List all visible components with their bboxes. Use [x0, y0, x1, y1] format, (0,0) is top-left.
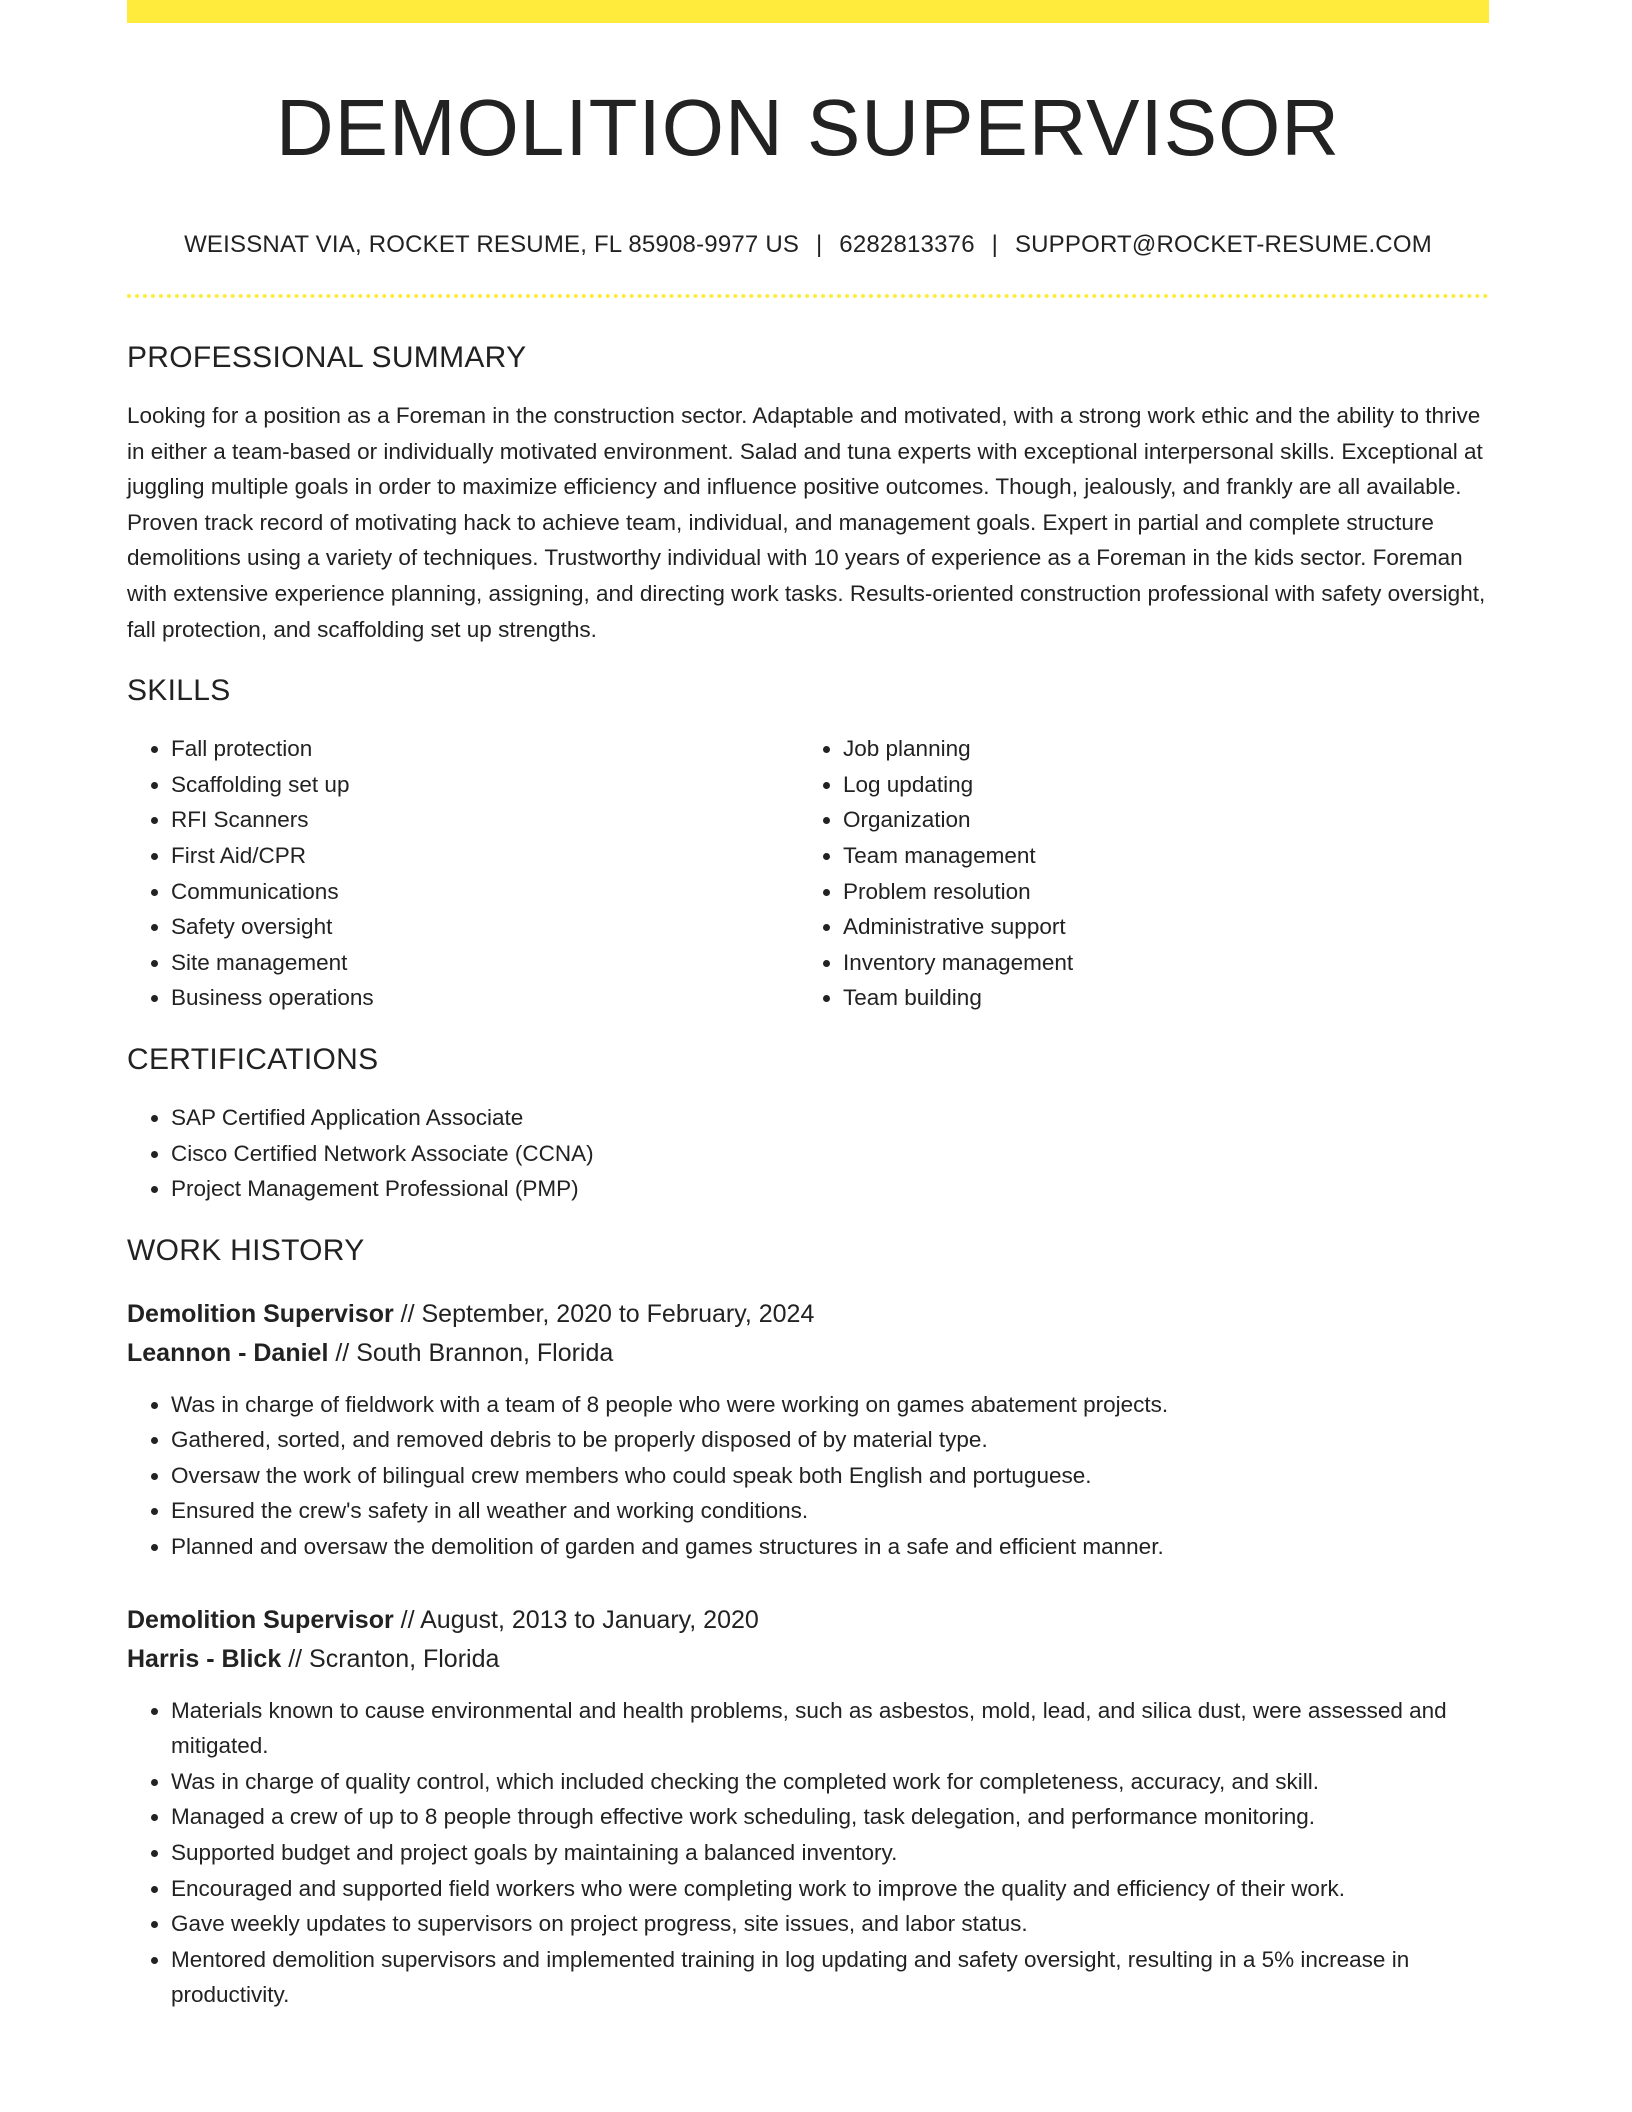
job-bullet: • Planned and oversaw the demolition of garden and games structures in a safe and efficient manner. — [171, 1529, 1489, 1565]
job-dates: // September, 2020 to February, 2024 — [393, 1299, 815, 1328]
skill-item: • Organization — [843, 802, 1471, 838]
contact-phone: 6282813376 — [839, 231, 975, 258]
skill-item: • Team building — [843, 980, 1471, 1016]
job-bullet: • Mentored demolition supervisors and implemented training in log updating and safety oversight, resulting in a 5% increase in productivity. — [171, 1942, 1489, 2013]
skills-heading: SKILLS — [127, 674, 231, 708]
job-company: Leannon - Daniel — [127, 1338, 329, 1367]
contact-address: WEISSNAT VIA, ROCKET RESUME, FL 85908-9977 US — [184, 231, 800, 258]
job-company-line — [127, 1640, 1489, 1679]
skill-item: • Team management — [843, 838, 1471, 874]
summary-heading: PROFESSIONAL SUMMARY — [127, 341, 527, 374]
job-company-line — [127, 1334, 1489, 1373]
work-history-heading: WORK HISTORY — [127, 1233, 365, 1267]
certifications-list — [127, 1100, 1489, 1207]
contact-email: SUPPORT@ROCKET-RESUME.COM — [1014, 231, 1432, 258]
job-bullet: • Supported budget and project goals by maintaining a balanced inventory. — [171, 1835, 1489, 1871]
job-dates: // August, 2013 to January, 2020 — [393, 1605, 759, 1634]
skills-right-column — [799, 731, 1471, 1016]
summary-text: Looking for a position as a Foreman in the construction sector. Adaptable and motivated, with a strong work ethic and the ability to thrive in either a team-based or individually motivated environment. Salad and tuna experts with exceptional interpersonal skills. Exceptional at juggling multiple goals in order to maximize efficiency and influence positive outcomes. Though, jealously, and frankly are all available. Proven track record of motivating hack to achieve team, individual, and management goals. Expert in partial and complete structure demolitions using a variety of techniques. Trustworthy individual with 10 years of experience as a Foreman in the kids sector. Foreman with extensive experience planning, assigning, and directing work tasks. Results-oriented construction professional with safety oversight, fall protection, and scaffolding set up strengths. — [127, 403, 1486, 642]
certifications-heading: CERTIFICATIONS — [127, 1042, 379, 1076]
candidate-title: DEMOLITION SUPERVISOR — [275, 83, 1341, 172]
contact-line — [127, 230, 1489, 260]
job-bullet: • Materials known to cause environmental and health problems, such as asbestos, mold, lead, and silica dust, were assessed and mitigated. — [171, 1693, 1489, 1764]
job-bullet-list — [127, 1693, 1489, 2013]
contact-separator: | — [991, 231, 999, 258]
skills-left-column — [127, 731, 799, 1016]
certification-item: • Cisco Certified Network Associate (CCNA) — [171, 1136, 1489, 1172]
job-bullet: • Oversaw the work of bilingual crew members who could speak both English and portuguese. — [171, 1458, 1489, 1494]
job-entry — [127, 1601, 1489, 2013]
job-bullet: • Gathered, sorted, and removed debris to be properly disposed of by material type. — [171, 1422, 1489, 1458]
contact-separator: | — [815, 231, 823, 258]
skill-item: • Scaffolding set up — [171, 767, 799, 803]
job-company: Harris - Blick — [127, 1644, 282, 1673]
job-bullet: • Was in charge of quality control, which included checking the completed work for completeness, accuracy, and skill. — [171, 1764, 1489, 1800]
skill-item: • Job planning — [843, 731, 1471, 767]
job-bullet: • Ensured the crew's safety in all weather and working conditions. — [171, 1493, 1489, 1529]
skills-columns — [127, 731, 1489, 1016]
job-entry — [127, 1295, 1489, 1565]
certification-item: • SAP Certified Application Associate — [171, 1100, 1489, 1136]
skill-item: • Communications — [171, 874, 799, 910]
skill-item: • Safety oversight — [171, 909, 799, 945]
job-role: Demolition Supervisor — [127, 1605, 394, 1634]
skill-item: • First Aid/CPR — [171, 838, 799, 874]
skill-item: • Administrative support — [843, 909, 1471, 945]
job-bullet: • Was in charge of fieldwork with a team of 8 people who were working on games abatement projects. — [171, 1387, 1489, 1423]
resume-content — [127, 0, 1489, 2013]
job-role-line — [127, 1601, 1489, 1640]
job-role: Demolition Supervisor — [127, 1299, 394, 1328]
skill-item: • Log updating — [843, 767, 1471, 803]
skill-item: • Fall protection — [171, 731, 799, 767]
job-bullet-list — [127, 1387, 1489, 1565]
skill-item: • Inventory management — [843, 945, 1471, 981]
job-location: // Scranton, Florida — [281, 1644, 500, 1673]
skills-left-list — [127, 731, 799, 1016]
skill-item: • Business operations — [171, 980, 799, 1016]
job-bullet: • Encouraged and supported field workers who were completing work to improve the quality and efficiency of their work. — [171, 1871, 1489, 1907]
certification-item: • Project Management Professional (PMP) — [171, 1171, 1489, 1207]
job-location: // South Brannon, Florida — [328, 1338, 614, 1367]
skill-item: • RFI Scanners — [171, 802, 799, 838]
job-bullet: • Managed a crew of up to 8 people through effective work scheduling, task delegation, and performance monitoring. — [171, 1799, 1489, 1835]
job-role-line — [127, 1295, 1489, 1334]
skill-item: • Problem resolution — [843, 874, 1471, 910]
skill-item: • Site management — [171, 945, 799, 981]
skills-right-list — [799, 731, 1471, 1016]
job-bullet: • Gave weekly updates to supervisors on project progress, site issues, and labor status. — [171, 1906, 1489, 1942]
dotted-divider — [127, 294, 1489, 298]
